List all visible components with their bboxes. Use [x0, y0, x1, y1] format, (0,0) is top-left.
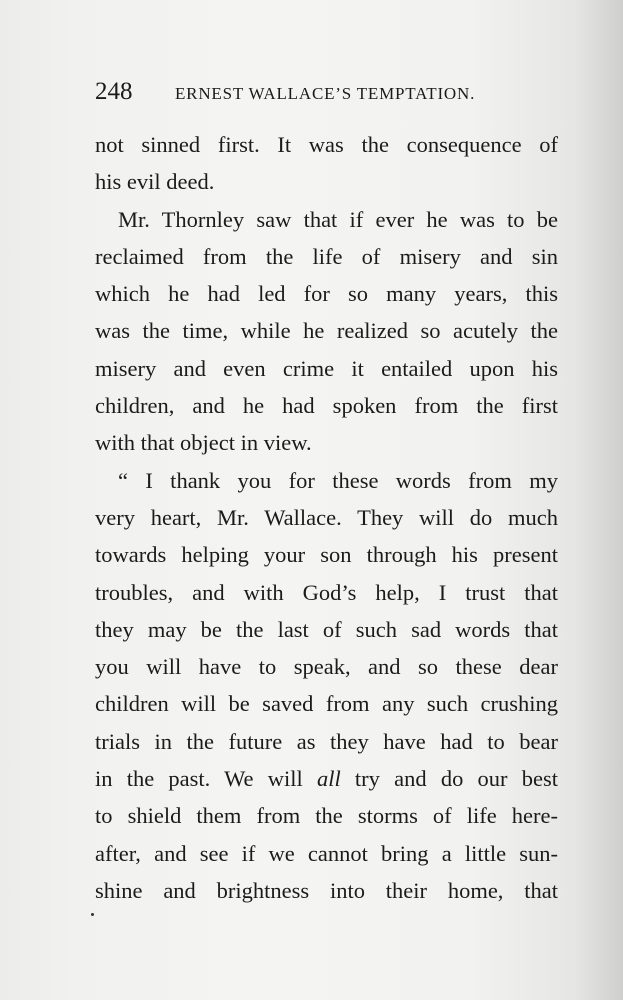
body-text [95, 126, 558, 909]
italic-word: all [316, 766, 341, 792]
text-line: Mr. Thornley saw that if ever he was to be [118, 206, 558, 232]
text-line: children will be saved from any such crushing [95, 691, 558, 717]
ink-speck [91, 913, 94, 916]
text-line: his evil deed. [95, 169, 215, 195]
text-line [95, 797, 558, 834]
text-line: troubles, and with God’s help, I trust that [95, 579, 558, 605]
text-line: “ I thank you for these words from my [118, 467, 558, 493]
text-line: misery and even crime it entailed upon his [95, 355, 558, 381]
text-line: towards helping your son through his present [95, 542, 558, 568]
text-line: after, and see if we cannot bring a little sun- [95, 840, 558, 866]
text-line: very heart, Mr. Wallace. They will do much [95, 504, 558, 530]
text-line: they may be the last of such sad words that [95, 616, 558, 642]
text-line: shine and brightness into their home, that [95, 877, 558, 903]
text-line: with that object in view. [95, 430, 312, 456]
text-line: children, and he had spoken from the first [95, 393, 558, 419]
text-segment: shield them from the storms of life here- [127, 803, 558, 829]
running-title: ERNEST WALLACE’S TEMPTATION. [175, 84, 476, 103]
page-number: 248 [95, 78, 133, 105]
text-segment: in the past. We will [95, 766, 317, 792]
text-segment: try and do our best [340, 766, 558, 792]
text-line: reclaimed from the life of misery and sin [95, 243, 558, 269]
page-header [95, 77, 565, 107]
text-line: you will have to speak, and so these dear [95, 654, 558, 680]
text-line: which he had led for so many years, this [95, 281, 558, 307]
text-segment: to [95, 803, 128, 829]
text-line: trials in the future as they have had to bear [95, 728, 558, 754]
text-line: not sinned first. It was the consequence of [95, 132, 558, 157]
text-line-with-emphasis [95, 760, 558, 797]
text-line: was the time, while he realized so acutely the [95, 318, 558, 344]
